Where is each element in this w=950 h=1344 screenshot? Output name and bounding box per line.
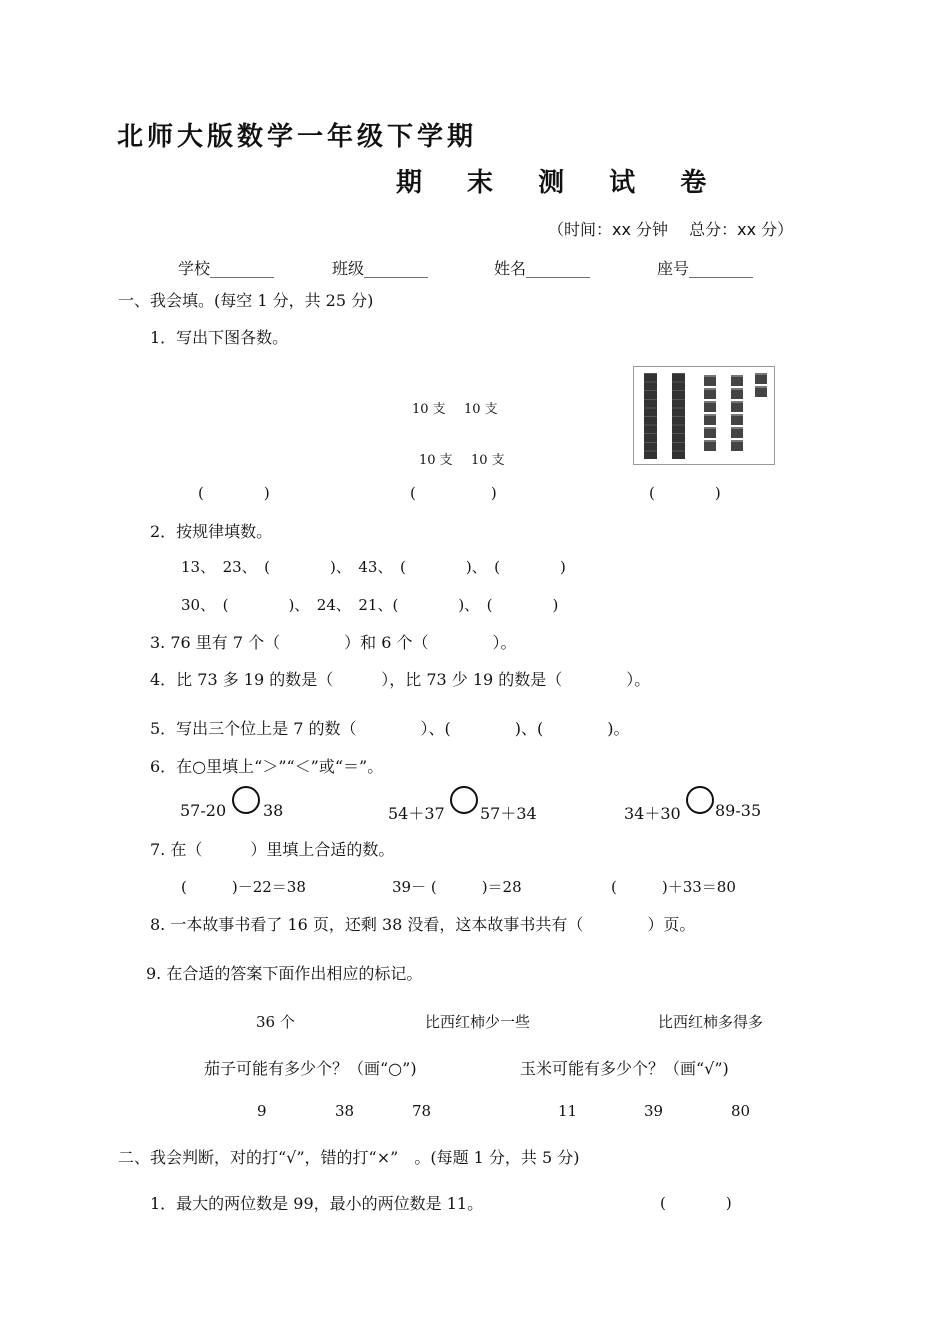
school-field[interactable]: 学校________ [178, 259, 275, 278]
q6-right: 89-35 [715, 801, 762, 820]
unit-cube [731, 388, 743, 399]
unit-cube [704, 388, 716, 399]
q9-option[interactable]: 36 个 [256, 1013, 295, 1031]
q6-left: 57-20 [180, 801, 227, 820]
q9-number[interactable]: 80 [731, 1102, 751, 1120]
unit-cube [704, 401, 716, 412]
section2-heading: 二、我会判断，对的打“√”，错的打“×” 。(每题 1 分，共 5 分) [118, 1148, 580, 1167]
q7-item[interactable]: 39－ ( )＝28 [392, 878, 522, 896]
q9-question-a: 茄子可能有多少个？（画“○”) [204, 1059, 417, 1078]
q7-item[interactable]: ( )－22＝38 [181, 878, 306, 896]
unit-cube [704, 427, 716, 438]
unit-cube [704, 375, 716, 386]
q4-text[interactable]: 4．比 73 多 19 的数是（ ），比 73 少 19 的数是（ ）。 [150, 670, 651, 689]
q9-option[interactable]: 比西红柿多得多 [658, 1013, 764, 1031]
unit-cube [704, 440, 716, 451]
unit-cube [755, 386, 767, 397]
q6-right: 57＋34 [480, 804, 537, 823]
bundle-label: 10 支 [464, 402, 498, 417]
page-subtitle: 期 末 测 试 卷 [396, 168, 725, 198]
time-score: （时间：xx 分钟 总分：xx 分） [548, 220, 794, 239]
bundle-label: 10 支 [419, 453, 453, 468]
q2-line2[interactable]: 30、 ( )、 24、 21、( )、 ( ) [181, 596, 559, 614]
unit-cube [731, 375, 743, 386]
unit-cube [731, 440, 743, 451]
q1-answer-1[interactable]: ( ) [198, 484, 270, 502]
q9-question-b: 玉米可能有多少个？（画“√”) [520, 1059, 729, 1078]
s2-q1-text: 1．最大的两位数是 99，最小的两位数是 11。 [150, 1194, 484, 1213]
name-field[interactable]: 姓名________ [494, 259, 591, 278]
s2-q1-answer[interactable]: ( ) [660, 1194, 732, 1212]
bundle-label: 10 支 [471, 453, 505, 468]
unit-cube [704, 414, 716, 425]
q1-answer-2[interactable]: ( ) [410, 484, 497, 502]
base-ten-blocks-image [633, 366, 775, 465]
q9-text: 9. 在合适的答案下面作出相应的标记。 [146, 964, 423, 983]
section1-heading: 一、我会填。(每空 1 分，共 25 分) [118, 291, 374, 310]
q2-line1[interactable]: 13、 23、 ( )、 43、 ( )、 ( ) [181, 558, 566, 576]
q9-number[interactable]: 78 [412, 1102, 432, 1120]
q6-right: 38 [263, 801, 284, 820]
compare-circle[interactable] [450, 786, 478, 814]
class-field[interactable]: 班级________ [332, 259, 429, 278]
compare-circle[interactable] [686, 786, 714, 814]
q1-answer-3[interactable]: ( ) [649, 484, 721, 502]
q9-number[interactable]: 9 [257, 1102, 267, 1120]
q2-text: 2．按规律填数。 [150, 522, 273, 541]
q9-number[interactable]: 11 [558, 1102, 578, 1120]
q7-item[interactable]: ( )＋33＝80 [611, 878, 736, 896]
bundle-label: 10 支 [412, 402, 446, 417]
q9-option[interactable]: 比西红柿少一些 [425, 1013, 531, 1031]
q1-text: 1．写出下图各数。 [150, 328, 289, 347]
q6-left: 34＋30 [624, 804, 681, 823]
unit-cube [755, 373, 767, 384]
unit-cube [731, 427, 743, 438]
q7-text: 7. 在（ ）里填上合适的数。 [150, 840, 395, 859]
seat-field[interactable]: 座号________ [657, 259, 754, 278]
q8-text[interactable]: 8. 一本故事书看了 16 页，还剩 38 没看，这本故事书共有（ ）页。 [150, 915, 696, 934]
compare-circle[interactable] [232, 786, 260, 814]
unit-cube [731, 414, 743, 425]
q5-text[interactable]: 5．写出三个位上是 7 的数（ ）、( )、( )。 [150, 719, 630, 738]
q6-left: 54＋37 [388, 804, 445, 823]
q9-number[interactable]: 38 [335, 1102, 355, 1120]
ten-rod [672, 373, 685, 459]
ten-rod [644, 373, 657, 459]
q9-number[interactable]: 39 [644, 1102, 664, 1120]
q6-text: 6．在○里填上“＞”“＜”或“＝”。 [150, 757, 384, 776]
q3-text[interactable]: 3. 76 里有 7 个（ ）和 6 个（ ）。 [150, 633, 517, 652]
unit-cube [731, 401, 743, 412]
page-title: 北师大版数学一年级下学期 [117, 122, 478, 152]
